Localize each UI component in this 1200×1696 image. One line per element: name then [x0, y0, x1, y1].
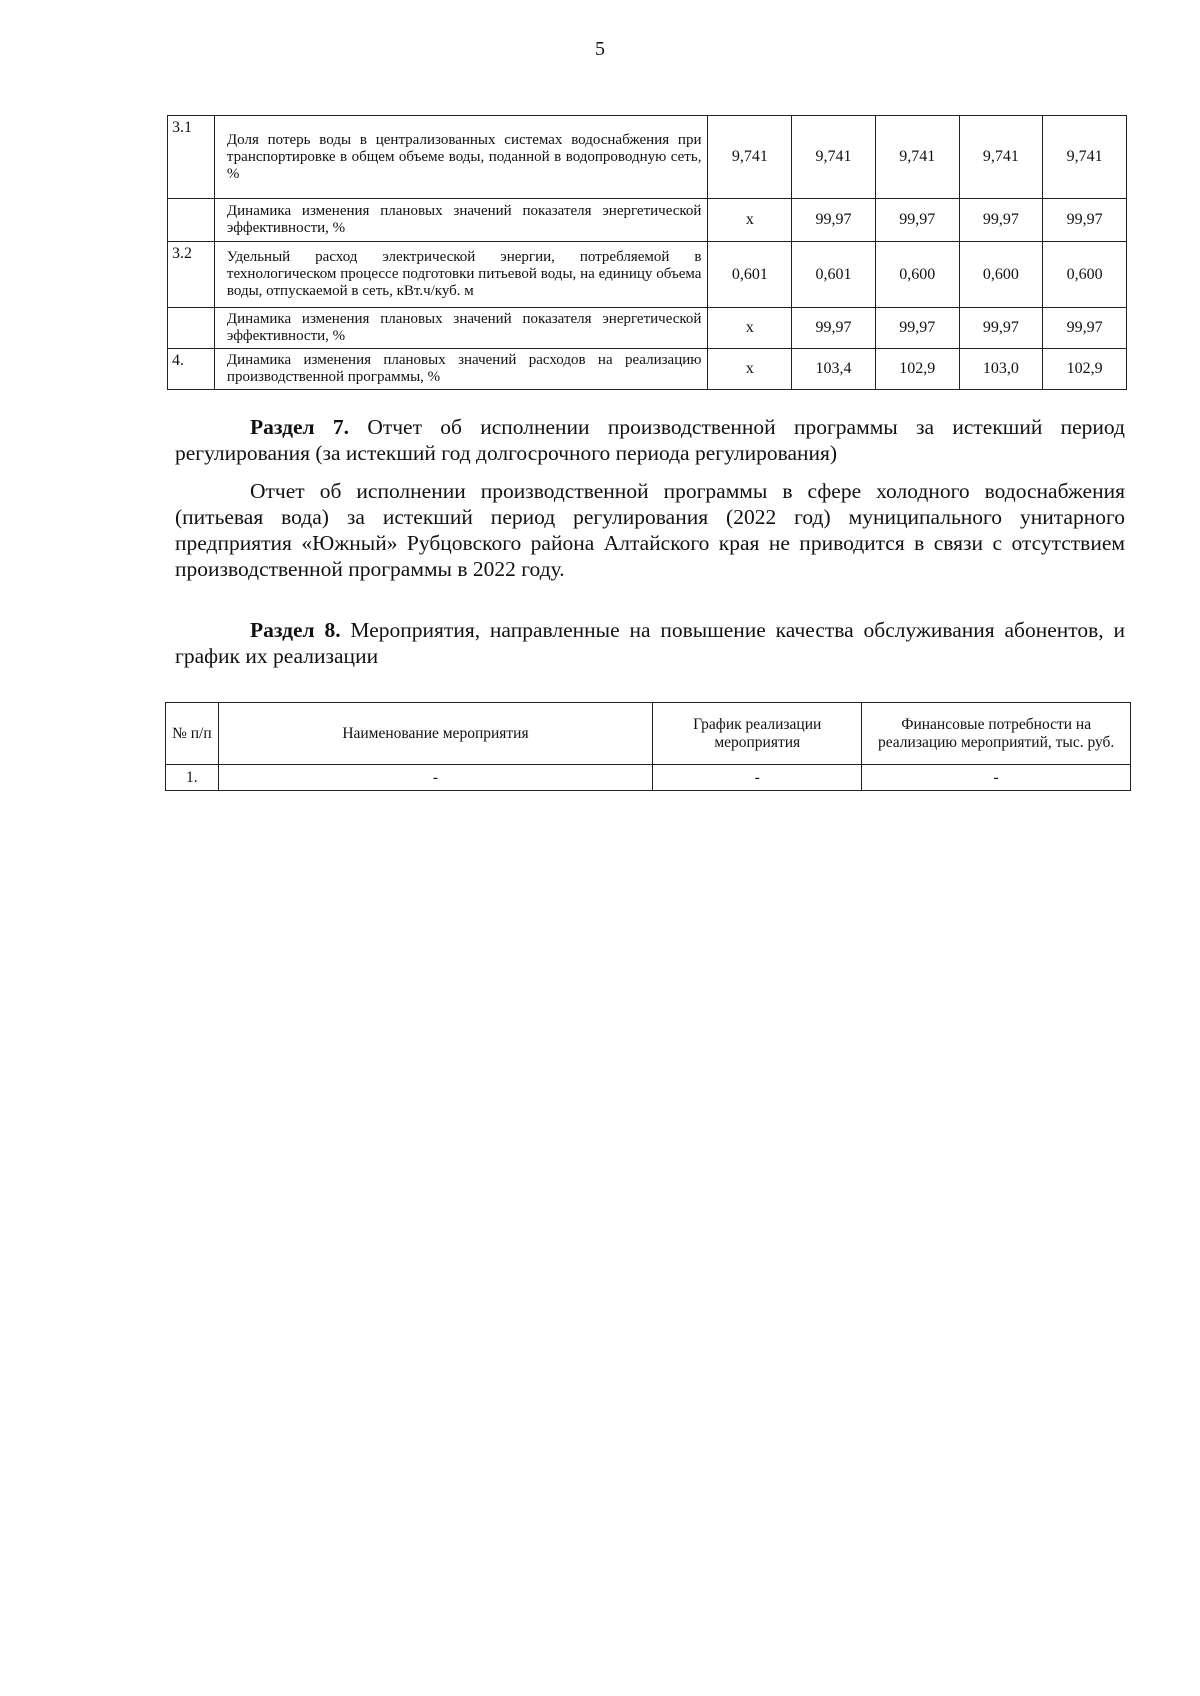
- value-cell: 102,9: [875, 349, 959, 390]
- table-cell: -: [653, 765, 862, 791]
- value-cell: 0,600: [959, 242, 1043, 308]
- value-cell: х: [708, 349, 792, 390]
- row-number: [168, 199, 215, 242]
- section-7-paragraph: Отчет об исполнении производственной программы в сфере холодного водоснабжения (питьевая вода) за истекший период регулирования (2022 год) муниципального унитарного предприятия «Южный» Рубцовского района Алтайского края не приводится в связи с отсутствием производственной программы в 2022 году.: [175, 479, 1125, 581]
- row-number: 3.1: [168, 116, 215, 199]
- table-row: [166, 765, 1131, 791]
- value-cell: 99,97: [875, 199, 959, 242]
- value-cell: 99,97: [959, 308, 1043, 349]
- table-header-row: [166, 703, 1131, 765]
- section-8-title: Мероприятия, направленные на повышение качества обслуживания абонентов, и график их реализации: [175, 618, 1125, 668]
- value-cell: 102,9: [1043, 349, 1127, 390]
- value-cell: 9,741: [1043, 116, 1127, 199]
- value-cell: 9,741: [959, 116, 1043, 199]
- value-cell: 9,741: [792, 116, 876, 199]
- indicator-name: Динамика изменения плановых значений расходов на реализацию производственной программы, %: [214, 349, 708, 390]
- column-header-financing: Финансовые потребности на реализацию мероприятий, тыс. руб.: [862, 703, 1131, 765]
- value-cell: 99,97: [792, 308, 876, 349]
- column-header-schedule: График реализации мероприятия: [653, 703, 862, 765]
- row-number: 3.2: [168, 242, 215, 308]
- value-cell: 99,97: [792, 199, 876, 242]
- table-cell: -: [218, 765, 652, 791]
- indicator-table: [167, 115, 1127, 390]
- events-table: [165, 702, 1131, 791]
- table-row: [168, 308, 1127, 349]
- value-cell: 99,97: [959, 199, 1043, 242]
- value-cell: 9,741: [708, 116, 792, 199]
- value-cell: 9,741: [875, 116, 959, 199]
- section-7-label: Раздел 7.: [250, 415, 350, 439]
- value-cell: 99,97: [1043, 308, 1127, 349]
- section-7-heading: [175, 414, 1125, 466]
- value-cell: 0,601: [792, 242, 876, 308]
- row-number: [168, 308, 215, 349]
- value-cell: 99,97: [1043, 199, 1127, 242]
- column-header-name: Наименование мероприятия: [218, 703, 652, 765]
- table-row: [168, 116, 1127, 199]
- row-number: 4.: [168, 349, 215, 390]
- value-cell: 103,0: [959, 349, 1043, 390]
- table-cell: -: [862, 765, 1131, 791]
- indicator-name: Удельный расход электрической энергии, потребляемой в технологическом процессе подготовки питьевой воды, на единицу объема воды, отпускаемой в сеть, кВт.ч/куб. м: [214, 242, 708, 308]
- indicator-name: Динамика изменения плановых значений показателя энергетической эффективности, %: [214, 199, 708, 242]
- value-cell: х: [708, 308, 792, 349]
- section-8-heading: [175, 617, 1125, 669]
- indicator-name: Доля потерь воды в централизованных системах водоснабжения при транспортировке в общем объеме воды, поданной в водопроводную сеть, %: [214, 116, 708, 199]
- section-8-label: Раздел 8.: [250, 618, 341, 642]
- indicator-name: Динамика изменения плановых значений показателя энергетической эффективности, %: [214, 308, 708, 349]
- value-cell: 0,600: [875, 242, 959, 308]
- page-number: 5: [595, 38, 605, 60]
- value-cell: 0,600: [1043, 242, 1127, 308]
- table-row: [168, 199, 1127, 242]
- column-header-number: № п/п: [166, 703, 219, 765]
- value-cell: 99,97: [875, 308, 959, 349]
- table-row: [168, 349, 1127, 390]
- table-row: [168, 242, 1127, 308]
- value-cell: 103,4: [792, 349, 876, 390]
- value-cell: х: [708, 199, 792, 242]
- value-cell: 0,601: [708, 242, 792, 308]
- table-cell: 1.: [166, 765, 219, 791]
- section-7-title: Отчет об исполнении производственной программы за истекший период регулирования (за истекший год долгосрочного периода регулирования): [175, 415, 1125, 465]
